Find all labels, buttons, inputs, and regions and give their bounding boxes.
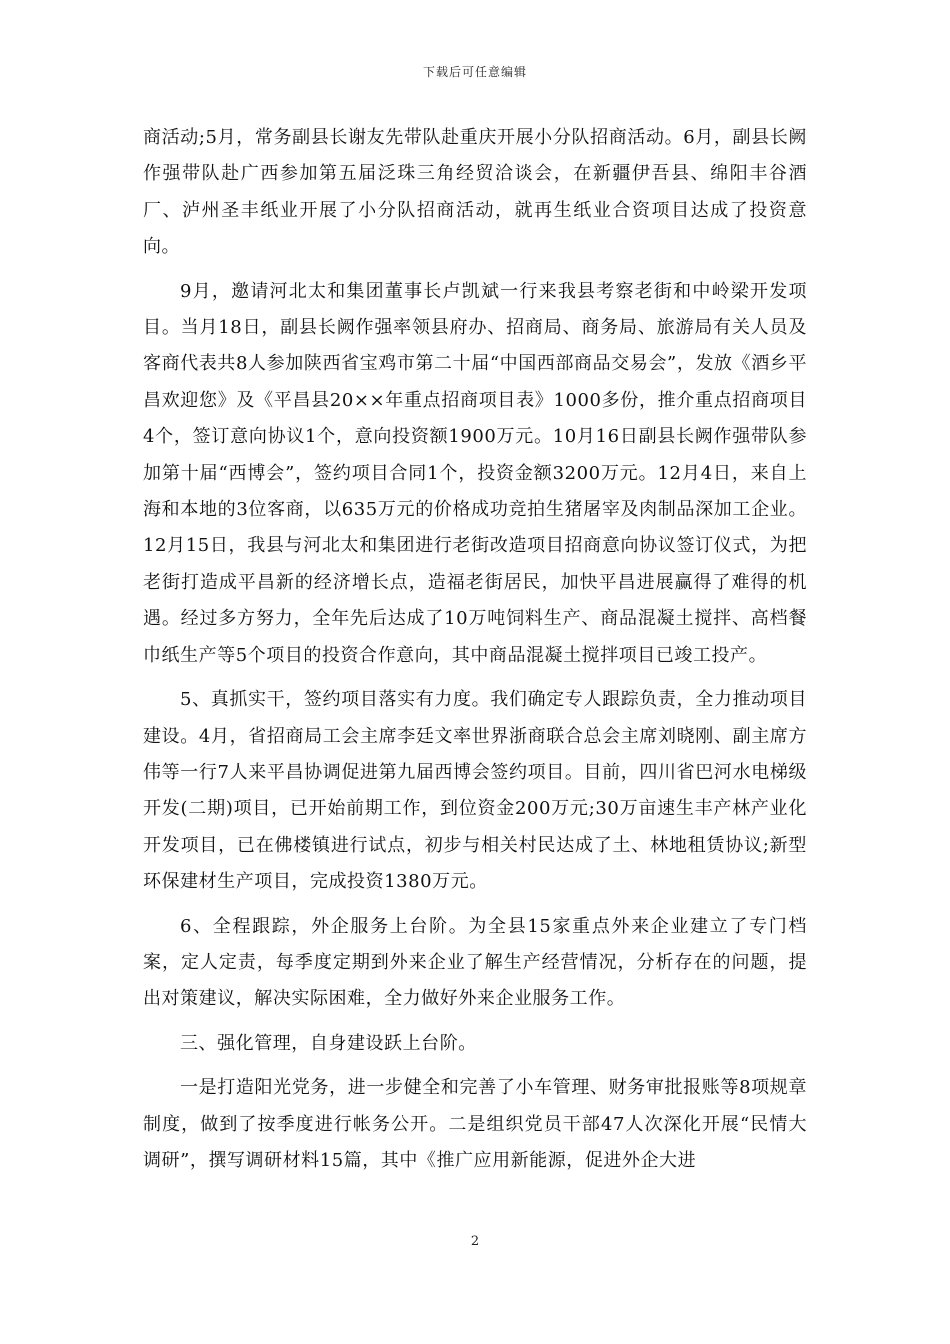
section-heading-management: 三、强化管理，自身建设跃上台阶。 xyxy=(180,1032,477,1054)
download-edit-note: 下载后可任意编辑 xyxy=(422,65,527,79)
paragraph-party-affairs: 一是打造阳光党务，进一步健全和完善了小车管理、财务审批报账等8项规章制度，做到了按季度进行帐务公开。二是组织党员干部47人次深化开展“民情大调研”，撰写调研材料15篇，其中《推广应用新能源，促进外企大进 xyxy=(143,1077,807,1171)
paragraph-signed-projects: 5、真抓实干，签约项目落实有力度。我们确定专人跟踪负责，全力推动项目建设。4月，省招商局工会主席李廷文率世界浙商联合总会主席刘晓刚、副主席方伟等一行7人来平昌协调促进第九届西博会签约项目。目前，四川省巴河水电梯级开发(二期)项目，已开始前期工作，到位资金200万元;30万亩速生丰产林产业化开发项目，已在佛楼镇进行试点，初步与相关村民达成了土、林地租赁协议;新型环保建材生产项目，完成投资1380万元。 xyxy=(143,689,807,893)
paragraph-september-activities: 9月，邀请河北太和集团董事长卢凯斌一行来我县考察老街和中岭梁开发项目。当月18日，副县长阙作强率领县府办、招商局、商务局、旅游局有关人员及客商代表共8人参加陕西省宝鸡市第二十届“中国西部商品交易会”，发放《酒乡平昌欢迎您》及《平昌县20××年重点招商项目表》1000多份，推介重点招商项目4个，签订意向协议1个，意向投资额1900万元。10月16日副县长阙作强带队参加第十届“西博会”，签约项目合同1个，投资金额3200万元。12月4日，来自上海和本地的3位客商，以635万元的价格成功竞拍生猪屠宰及肉制品深加工企业。12月15日，我县与河北太和集团进行老街改造项目招商意向协议签订仪式，为把老街打造成平昌新的经济增长点，造福老街居民，加快平昌进展赢得了难得的机遇。经过多方努力，全年先后达成了10万吨饲料生产、商品混凝土搅拌、高档餐巾纸生产等5个项目的投资合作意向，其中商品混凝土搅拌项目已竣工投产。 xyxy=(143,280,807,666)
paragraph-enterprise-service: 6、全程跟踪，外企服务上台阶。为全县15家重点外来企业建立了专门档案，定人定责，每季度定期到外来企业了解生产经营情况，分析存在的问题，提出对策建议，解决实际困难，全力做好外来企业服务工作。 xyxy=(143,915,807,1010)
paragraph-continuation: 商活动;5月，常务副县长谢友先带队赴重庆开展小分队招商活动。6月，副县长阙作强带队赴广西参加第五届泛珠三角经贸洽谈会，在新疆伊吾县、绵阳丰谷酒厂、泸州圣丰纸业开展了小分队招商活动，就再生纸业合资项目达成了投资意向。 xyxy=(143,127,807,258)
page-number: 2 xyxy=(470,1234,480,1249)
document-body xyxy=(143,120,807,1187)
